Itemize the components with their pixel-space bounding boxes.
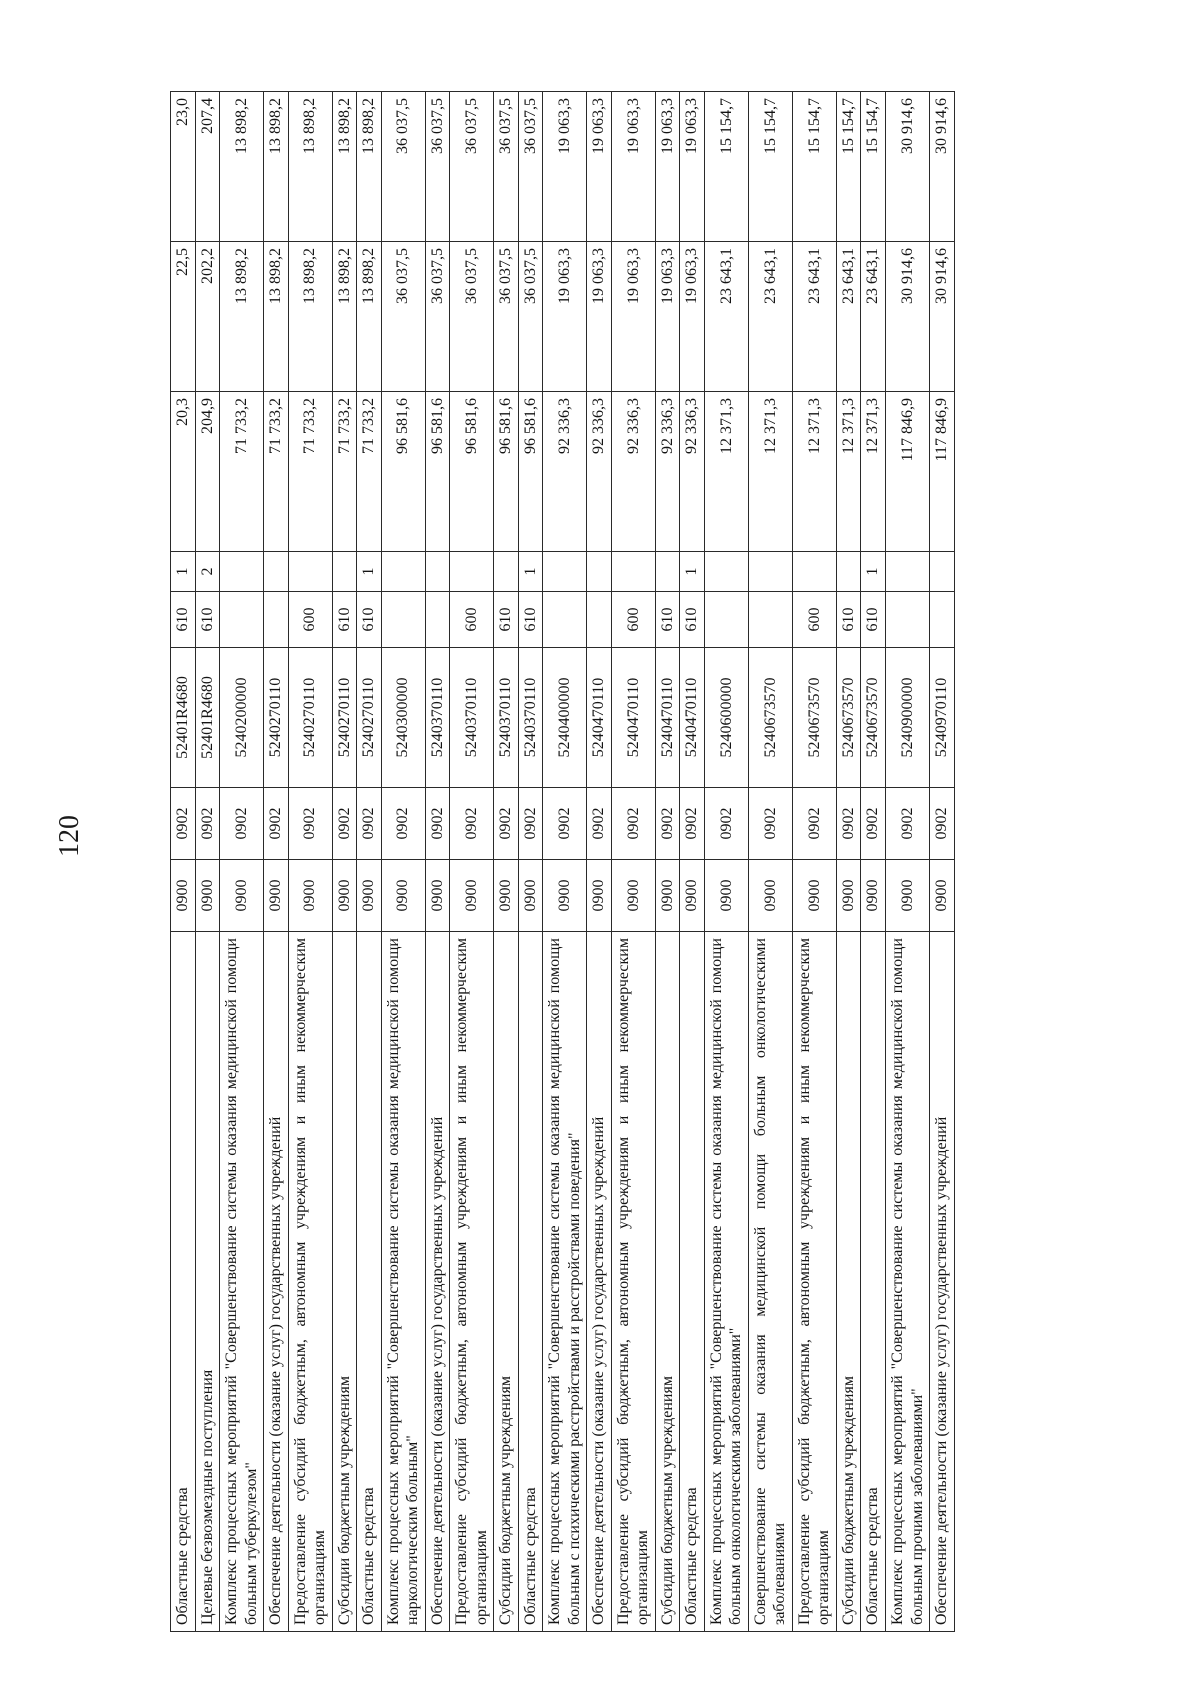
- cell-expense-type: 610: [518, 592, 543, 648]
- cell-marker: [332, 552, 357, 592]
- cell-amount-year-1: 96 581,6: [381, 392, 425, 552]
- cell-expense-type: 610: [655, 592, 680, 648]
- cell-amount-year-2: 13 898,2: [357, 242, 382, 392]
- cell-section: 0900: [288, 860, 332, 932]
- cell-amount-year-2: 13 898,2: [288, 242, 332, 392]
- cell-target-article: 5240370110: [494, 648, 519, 788]
- cell-section: 0900: [930, 860, 955, 932]
- cell-amount-year-3: 19 063,3: [587, 92, 612, 242]
- cell-amount-year-2: 19 063,3: [543, 242, 587, 392]
- cell-subsection: 0902: [425, 788, 450, 860]
- cell-description: Обеспечение деятельности (оказание услуг) государственных учреждений: [264, 932, 289, 1632]
- table-row: [357, 92, 382, 1632]
- cell-amount-year-2: 23 643,1: [792, 242, 836, 392]
- cell-subsection: 0902: [861, 788, 886, 860]
- cell-expense-type: 610: [494, 592, 519, 648]
- cell-marker: [836, 552, 861, 592]
- cell-amount-year-1: 117 846,9: [930, 392, 955, 552]
- cell-section: 0900: [792, 860, 836, 932]
- cell-section: 0900: [220, 860, 264, 932]
- cell-subsection: 0902: [381, 788, 425, 860]
- cell-subsection: 0902: [930, 788, 955, 860]
- cell-target-article: 5240370110: [425, 648, 450, 788]
- cell-section: 0900: [655, 860, 680, 932]
- cell-target-article: 5240300000: [381, 648, 425, 788]
- cell-subsection: 0902: [220, 788, 264, 860]
- cell-amount-year-2: 23 643,1: [748, 242, 792, 392]
- cell-expense-type: [704, 592, 748, 648]
- cell-expense-type: 610: [357, 592, 382, 648]
- budget-table-wrap: [170, 92, 955, 1632]
- cell-section: 0900: [494, 860, 519, 932]
- cell-section: 0900: [611, 860, 655, 932]
- cell-section: 0900: [587, 860, 612, 932]
- cell-amount-year-2: 36 037,5: [450, 242, 494, 392]
- cell-marker: [704, 552, 748, 592]
- cell-target-article: 5240470110: [655, 648, 680, 788]
- cell-expense-type: 610: [680, 592, 705, 648]
- cell-target-article: 5240470110: [611, 648, 655, 788]
- cell-amount-year-1: 12 371,3: [861, 392, 886, 552]
- table-row: [680, 92, 705, 1632]
- cell-target-article: 5240270110: [288, 648, 332, 788]
- cell-marker: 1: [680, 552, 705, 592]
- cell-expense-type: [220, 592, 264, 648]
- cell-description: Областные средства: [861, 932, 886, 1632]
- table-row: [704, 92, 748, 1632]
- cell-amount-year-3: 13 898,2: [332, 92, 357, 242]
- cell-description: Комплекс процессных мероприятий "Совершенствование системы оказания медицинской помощи больным с психическими расстройствами и расстройствами поведения": [543, 932, 587, 1632]
- cell-subsection: 0902: [543, 788, 587, 860]
- cell-expense-type: [930, 592, 955, 648]
- cell-subsection: 0902: [494, 788, 519, 860]
- cell-target-article: 5240900000: [885, 648, 929, 788]
- cell-expense-type: 600: [450, 592, 494, 648]
- cell-target-article: 5240370110: [450, 648, 494, 788]
- cell-expense-type: [543, 592, 587, 648]
- cell-amount-year-1: 92 336,3: [655, 392, 680, 552]
- cell-marker: 1: [518, 552, 543, 592]
- table-row: [195, 92, 220, 1632]
- table-row: [220, 92, 264, 1632]
- cell-amount-year-2: 19 063,3: [611, 242, 655, 392]
- cell-amount-year-2: 13 898,2: [264, 242, 289, 392]
- cell-marker: [381, 552, 425, 592]
- cell-description: Субсидии бюджетным учреждениям: [494, 932, 519, 1632]
- cell-description: Комплекс процессных мероприятий "Совершенствование системы оказания медицинской помощи больным онкологическими заболеваниями": [704, 932, 748, 1632]
- cell-amount-year-2: 30 914,6: [885, 242, 929, 392]
- cell-amount-year-1: 92 336,3: [680, 392, 705, 552]
- rotated-page: [120, 0, 1200, 1692]
- cell-section: 0900: [332, 860, 357, 932]
- cell-description: Комплекс процессных мероприятий "Совершенствование системы оказания медицинской помощи наркологическим больным": [381, 932, 425, 1632]
- cell-marker: [587, 552, 612, 592]
- cell-amount-year-2: 36 037,5: [381, 242, 425, 392]
- cell-amount-year-2: 36 037,5: [518, 242, 543, 392]
- cell-subsection: 0902: [518, 788, 543, 860]
- cell-marker: [930, 552, 955, 592]
- cell-expense-type: 610: [861, 592, 886, 648]
- cell-target-article: 5240970110: [930, 648, 955, 788]
- cell-amount-year-2: 23 643,1: [836, 242, 861, 392]
- page-number: 120: [54, 815, 85, 857]
- cell-marker: [655, 552, 680, 592]
- cell-description: Областные средства: [171, 932, 196, 1632]
- table-row: [425, 92, 450, 1632]
- cell-target-article: 5240270110: [264, 648, 289, 788]
- cell-marker: [543, 552, 587, 592]
- cell-subsection: 0902: [836, 788, 861, 860]
- cell-target-article: 5240673570: [861, 648, 886, 788]
- table-row: [748, 92, 792, 1632]
- table-row: [611, 92, 655, 1632]
- cell-subsection: 0902: [792, 788, 836, 860]
- cell-amount-year-2: 23 643,1: [704, 242, 748, 392]
- cell-amount-year-3: 19 063,3: [680, 92, 705, 242]
- cell-amount-year-3: 36 037,5: [381, 92, 425, 242]
- cell-amount-year-3: 19 063,3: [655, 92, 680, 242]
- cell-target-article: 5240400000: [543, 648, 587, 788]
- cell-section: 0900: [425, 860, 450, 932]
- cell-marker: 1: [357, 552, 382, 592]
- cell-amount-year-3: 13 898,2: [220, 92, 264, 242]
- cell-subsection: 0902: [611, 788, 655, 860]
- cell-section: 0900: [748, 860, 792, 932]
- cell-subsection: 0902: [680, 788, 705, 860]
- cell-description: Областные средства: [680, 932, 705, 1632]
- table-row: [792, 92, 836, 1632]
- cell-marker: [748, 552, 792, 592]
- cell-section: 0900: [195, 860, 220, 932]
- cell-marker: 1: [171, 552, 196, 592]
- cell-target-article: 5240470110: [680, 648, 705, 788]
- cell-description: Целевые безвозмездные поступления: [195, 932, 220, 1632]
- cell-section: 0900: [518, 860, 543, 932]
- cell-target-article: 5240200000: [220, 648, 264, 788]
- cell-subsection: 0902: [450, 788, 494, 860]
- cell-amount-year-1: 71 733,2: [220, 392, 264, 552]
- cell-target-article: 5240673570: [748, 648, 792, 788]
- cell-amount-year-3: 15 154,7: [748, 92, 792, 242]
- cell-amount-year-1: 20,3: [171, 392, 196, 552]
- cell-subsection: 0902: [748, 788, 792, 860]
- table-row: [543, 92, 587, 1632]
- cell-target-article: 5240673570: [792, 648, 836, 788]
- cell-amount-year-3: 36 037,5: [494, 92, 519, 242]
- cell-description: Субсидии бюджетным учреждениям: [655, 932, 680, 1632]
- cell-amount-year-2: 13 898,2: [220, 242, 264, 392]
- cell-description: Предоставление субсидий бюджетным, автономным учреждениям и иным некоммерческим организациям: [611, 932, 655, 1632]
- table-row: [494, 92, 519, 1632]
- cell-target-article: 5240270110: [357, 648, 382, 788]
- cell-target-article: 52401R4680: [171, 648, 196, 788]
- cell-description: Обеспечение деятельности (оказание услуг) государственных учреждений: [587, 932, 612, 1632]
- cell-subsection: 0902: [195, 788, 220, 860]
- cell-marker: [450, 552, 494, 592]
- cell-amount-year-2: 23 643,1: [861, 242, 886, 392]
- cell-amount-year-3: 13 898,2: [288, 92, 332, 242]
- cell-marker: [425, 552, 450, 592]
- cell-amount-year-3: 15 154,7: [861, 92, 886, 242]
- cell-description: Предоставление субсидий бюджетным, автономным учреждениям и иным некоммерческим организациям: [792, 932, 836, 1632]
- cell-expense-type: 610: [836, 592, 861, 648]
- cell-section: 0900: [264, 860, 289, 932]
- cell-amount-year-3: 19 063,3: [543, 92, 587, 242]
- cell-expense-type: 610: [332, 592, 357, 648]
- cell-expense-type: [587, 592, 612, 648]
- cell-amount-year-1: 96 581,6: [518, 392, 543, 552]
- cell-subsection: 0902: [171, 788, 196, 860]
- cell-expense-type: 610: [195, 592, 220, 648]
- cell-target-article: 5240673570: [836, 648, 861, 788]
- cell-target-article: 5240370110: [518, 648, 543, 788]
- cell-amount-year-1: 96 581,6: [425, 392, 450, 552]
- table-row: [655, 92, 680, 1632]
- cell-section: 0900: [171, 860, 196, 932]
- cell-amount-year-1: 12 371,3: [792, 392, 836, 552]
- cell-expense-type: 600: [611, 592, 655, 648]
- budget-table-body: [171, 92, 955, 1632]
- cell-amount-year-2: 36 037,5: [425, 242, 450, 392]
- cell-amount-year-3: 15 154,7: [792, 92, 836, 242]
- cell-description: Предоставление субсидий бюджетным, автономным учреждениям и иным некоммерческим организациям: [450, 932, 494, 1632]
- table-row: [450, 92, 494, 1632]
- table-row: [885, 92, 929, 1632]
- cell-amount-year-2: 22,5: [171, 242, 196, 392]
- cell-amount-year-3: 30 914,6: [885, 92, 929, 242]
- cell-amount-year-1: 71 733,2: [288, 392, 332, 552]
- cell-description: Обеспечение деятельности (оказание услуг) государственных учреждений: [425, 932, 450, 1632]
- cell-amount-year-2: 202,2: [195, 242, 220, 392]
- cell-description: Предоставление субсидий бюджетным, автономным учреждениям и иным некоммерческим организациям: [288, 932, 332, 1632]
- cell-marker: [264, 552, 289, 592]
- cell-amount-year-3: 36 037,5: [450, 92, 494, 242]
- cell-amount-year-1: 92 336,3: [543, 392, 587, 552]
- cell-marker: [288, 552, 332, 592]
- cell-amount-year-1: 71 733,2: [357, 392, 382, 552]
- cell-amount-year-1: 12 371,3: [836, 392, 861, 552]
- cell-target-article: 52401R4680: [195, 648, 220, 788]
- cell-amount-year-3: 15 154,7: [704, 92, 748, 242]
- cell-description: Обеспечение деятельности (оказание услуг) государственных учреждений: [930, 932, 955, 1632]
- cell-amount-year-3: 15 154,7: [836, 92, 861, 242]
- cell-subsection: 0902: [587, 788, 612, 860]
- cell-marker: [885, 552, 929, 592]
- cell-subsection: 0902: [288, 788, 332, 860]
- cell-target-article: 5240600000: [704, 648, 748, 788]
- cell-expense-type: [381, 592, 425, 648]
- cell-subsection: 0902: [357, 788, 382, 860]
- cell-amount-year-3: 30 914,6: [930, 92, 955, 242]
- table-row: [930, 92, 955, 1632]
- cell-section: 0900: [704, 860, 748, 932]
- cell-section: 0900: [543, 860, 587, 932]
- table-row: [836, 92, 861, 1632]
- cell-section: 0900: [836, 860, 861, 932]
- table-row: [861, 92, 886, 1632]
- cell-description: Субсидии бюджетным учреждениям: [836, 932, 861, 1632]
- cell-amount-year-1: 71 733,2: [264, 392, 289, 552]
- cell-description: Совершенствование системы оказания медицинской помощи больным онкологическими заболеваниями: [748, 932, 792, 1632]
- cell-amount-year-1: 71 733,2: [332, 392, 357, 552]
- table-row: [381, 92, 425, 1632]
- cell-expense-type: [748, 592, 792, 648]
- cell-amount-year-2: 19 063,3: [655, 242, 680, 392]
- table-row: [518, 92, 543, 1632]
- cell-amount-year-3: 207,4: [195, 92, 220, 242]
- cell-amount-year-3: 23,0: [171, 92, 196, 242]
- cell-amount-year-1: 96 581,6: [450, 392, 494, 552]
- cell-target-article: 5240470110: [587, 648, 612, 788]
- cell-description: Областные средства: [357, 932, 382, 1632]
- cell-subsection: 0902: [332, 788, 357, 860]
- cell-subsection: 0902: [655, 788, 680, 860]
- cell-marker: 2: [195, 552, 220, 592]
- cell-description: Комплекс процессных мероприятий "Совершенствование системы оказания медицинской помощи больным туберкулезом": [220, 932, 264, 1632]
- cell-section: 0900: [680, 860, 705, 932]
- cell-amount-year-1: 12 371,3: [704, 392, 748, 552]
- cell-subsection: 0902: [704, 788, 748, 860]
- cell-description: Областные средства: [518, 932, 543, 1632]
- cell-expense-type: [885, 592, 929, 648]
- cell-section: 0900: [450, 860, 494, 932]
- cell-marker: [494, 552, 519, 592]
- cell-amount-year-2: 19 063,3: [680, 242, 705, 392]
- cell-section: 0900: [381, 860, 425, 932]
- budget-table: [170, 91, 955, 1632]
- cell-amount-year-3: 13 898,2: [264, 92, 289, 242]
- cell-amount-year-3: 36 037,5: [425, 92, 450, 242]
- cell-section: 0900: [861, 860, 886, 932]
- table-row: [587, 92, 612, 1632]
- cell-expense-type: [264, 592, 289, 648]
- cell-expense-type: 600: [288, 592, 332, 648]
- cell-amount-year-1: 204,9: [195, 392, 220, 552]
- cell-section: 0900: [357, 860, 382, 932]
- cell-description: Субсидии бюджетным учреждениям: [332, 932, 357, 1632]
- cell-amount-year-1: 92 336,3: [611, 392, 655, 552]
- cell-amount-year-1: 117 846,9: [885, 392, 929, 552]
- cell-marker: [220, 552, 264, 592]
- cell-amount-year-2: 19 063,3: [587, 242, 612, 392]
- cell-marker: [792, 552, 836, 592]
- cell-section: 0900: [885, 860, 929, 932]
- table-row: [264, 92, 289, 1632]
- cell-target-article: 5240270110: [332, 648, 357, 788]
- table-row: [332, 92, 357, 1632]
- cell-marker: [611, 552, 655, 592]
- cell-amount-year-2: 13 898,2: [332, 242, 357, 392]
- cell-expense-type: [425, 592, 450, 648]
- cell-description: Комплекс процессных мероприятий "Совершенствование системы оказания медицинской помощи больным прочими заболеваниями": [885, 932, 929, 1632]
- cell-amount-year-3: 19 063,3: [611, 92, 655, 242]
- cell-amount-year-3: 36 037,5: [518, 92, 543, 242]
- cell-subsection: 0902: [885, 788, 929, 860]
- cell-amount-year-1: 96 581,6: [494, 392, 519, 552]
- cell-amount-year-2: 30 914,6: [930, 242, 955, 392]
- cell-subsection: 0902: [264, 788, 289, 860]
- cell-expense-type: 610: [171, 592, 196, 648]
- cell-marker: 1: [861, 552, 886, 592]
- table-row: [288, 92, 332, 1632]
- cell-amount-year-2: 36 037,5: [494, 242, 519, 392]
- cell-expense-type: 600: [792, 592, 836, 648]
- cell-amount-year-3: 13 898,2: [357, 92, 382, 242]
- cell-amount-year-1: 92 336,3: [587, 392, 612, 552]
- cell-amount-year-1: 12 371,3: [748, 392, 792, 552]
- table-row: [171, 92, 196, 1632]
